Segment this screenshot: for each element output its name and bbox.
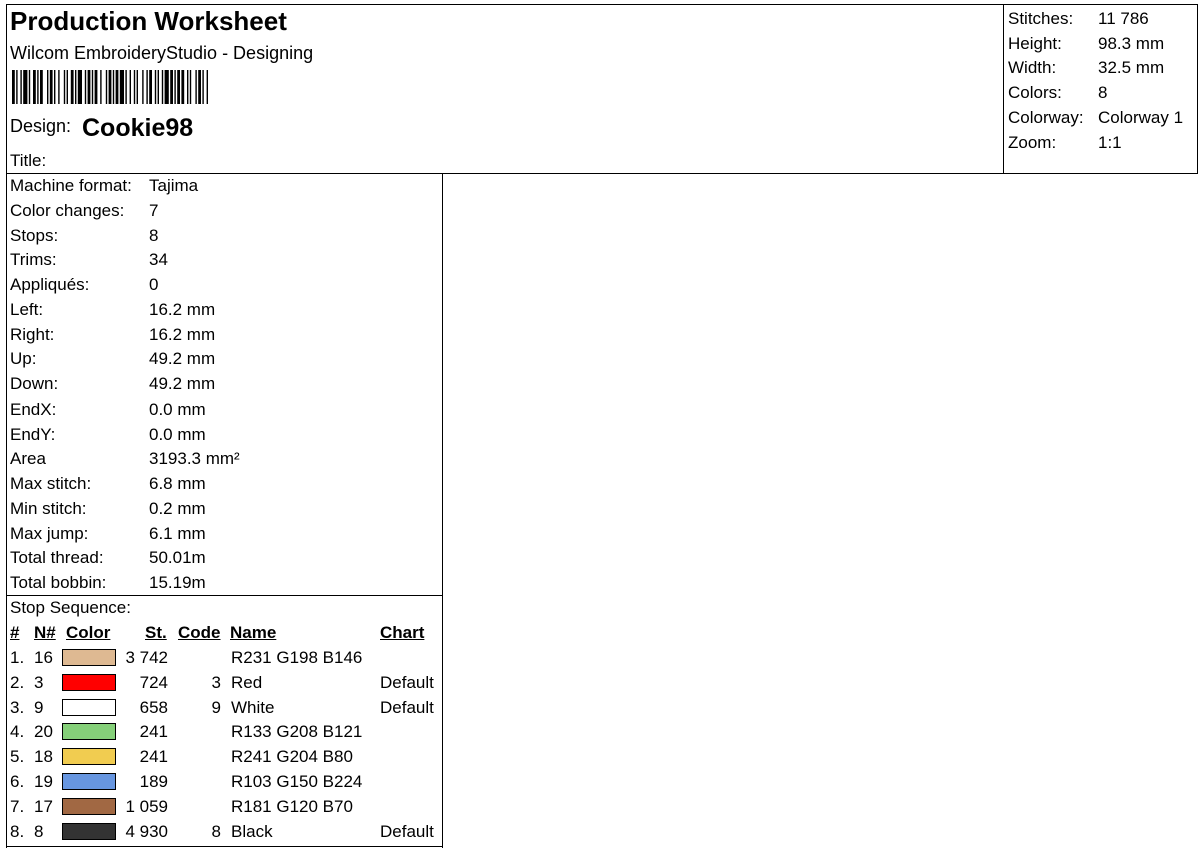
col-header-chart: Chart xyxy=(380,623,425,642)
barcode-bar xyxy=(207,70,208,104)
barcode-bar xyxy=(130,70,131,104)
design-name: Cookie98 xyxy=(82,114,194,142)
row-number: 3. xyxy=(10,697,25,717)
barcode-bar xyxy=(78,70,82,104)
row-stitches: 189 xyxy=(139,772,168,791)
barcode-bar xyxy=(58,70,59,104)
color-swatch xyxy=(62,823,116,840)
prop-value-machine-format: Tajima xyxy=(149,176,199,195)
color-swatch xyxy=(62,723,116,740)
prop-label-total-bobbin: Total bobbin: xyxy=(10,573,107,592)
row-stitches: 4 930 xyxy=(125,821,168,841)
prop-value-max-jump: 6.1 mm xyxy=(149,524,206,543)
col-header-number: # xyxy=(10,623,20,642)
outer-border-right xyxy=(1197,4,1198,174)
stat-value-zoom: 1:1 xyxy=(1098,133,1122,152)
prop-value-trims: 34 xyxy=(149,250,168,269)
barcode-bar xyxy=(113,70,114,104)
prop-label-total-thread: Total thread: xyxy=(10,548,104,567)
stop-sequence-label: Stop Sequence: xyxy=(10,598,131,617)
barcode-bar xyxy=(116,70,119,104)
prop-value-color-changes: 7 xyxy=(149,201,159,220)
prop-value-total-thread: 50.01m xyxy=(149,548,206,567)
row-code: 8 xyxy=(211,821,221,841)
stat-label-colorway: Colorway: xyxy=(1008,108,1084,127)
prop-value-endx: 0.0 mm xyxy=(149,400,206,419)
barcode-bar xyxy=(33,70,36,104)
prop-value-area: 3193.3 mm² xyxy=(149,449,240,468)
row-name: R103 G150 B224 xyxy=(231,772,363,791)
barcode-bar xyxy=(170,70,173,104)
row-needle: 8 xyxy=(34,821,44,841)
outer-border-top xyxy=(6,4,1198,5)
row-chart: Default xyxy=(380,821,434,841)
bottom-border xyxy=(6,846,443,847)
color-swatch xyxy=(62,748,116,765)
prop-label-appliques: Appliqués: xyxy=(10,275,90,294)
prop-value-max-stitch: 6.8 mm xyxy=(149,474,206,493)
stat-label-colors: Colors: xyxy=(1008,83,1062,102)
barcode-bar xyxy=(95,70,98,104)
barcode-bar xyxy=(125,70,126,104)
color-swatch xyxy=(62,798,116,815)
row-number: 6. xyxy=(10,772,25,791)
stat-value-colors: 8 xyxy=(1098,83,1108,102)
barcode-bar xyxy=(190,70,191,104)
barcode-bar xyxy=(37,70,38,104)
stat-label-stitches: Stitches: xyxy=(1008,9,1074,28)
barcode-bar xyxy=(137,70,138,104)
row-code: 9 xyxy=(211,697,221,717)
barcode-bar xyxy=(71,70,74,104)
row-chart: Default xyxy=(380,672,434,692)
barcode-bar xyxy=(106,70,107,104)
prop-value-stops: 8 xyxy=(149,226,159,245)
color-swatch xyxy=(62,773,116,790)
barcode-bar xyxy=(12,70,15,104)
prop-label-max-jump: Max jump: xyxy=(10,524,89,543)
prop-value-left: 16.2 mm xyxy=(149,300,216,319)
prop-value-down: 49.2 mm xyxy=(149,374,216,393)
barcode-bar xyxy=(88,70,91,104)
row-name: Black xyxy=(231,821,273,841)
barcode-bar xyxy=(40,70,43,104)
barcode-bar xyxy=(109,70,112,104)
row-stitches: 241 xyxy=(139,722,168,742)
prop-label-machine-format: Machine format: xyxy=(10,176,132,195)
row-stitches: 724 xyxy=(139,672,168,692)
app-subtitle: Wilcom EmbroideryStudio - Designing xyxy=(10,43,314,63)
row-number: 2. xyxy=(10,672,25,692)
col-header-needle: N# xyxy=(34,623,56,642)
barcode-bar xyxy=(195,70,196,104)
outer-border-left xyxy=(6,4,7,848)
row-name: R241 G204 B80 xyxy=(231,747,353,767)
title-label: Title: xyxy=(10,151,47,170)
barcode-image xyxy=(12,70,208,104)
prop-value-up: 49.2 mm xyxy=(149,349,216,368)
barcode-bar xyxy=(174,70,175,104)
row-stitches: 658 xyxy=(139,697,168,717)
page-title: Production Worksheet xyxy=(10,6,287,36)
col-header-stitches: St. xyxy=(145,623,167,642)
stat-label-width: Width: xyxy=(1008,58,1057,77)
row-stitches: 1 059 xyxy=(125,796,168,816)
stat-value-height: 98.3 mm xyxy=(1098,34,1165,53)
prop-label-right: Right: xyxy=(10,325,55,344)
barcode-bar xyxy=(20,70,21,104)
prop-label-endy: EndY: xyxy=(10,425,56,444)
row-chart: Default xyxy=(380,697,434,717)
prop-label-trims: Trims: xyxy=(10,250,57,269)
prop-label-min-stitch: Min stitch: xyxy=(10,499,87,518)
header-divider xyxy=(6,173,1198,174)
barcode-bar xyxy=(120,70,124,104)
barcode-bar xyxy=(162,70,163,104)
prop-label-left: Left: xyxy=(10,300,44,319)
row-stitches: 241 xyxy=(139,747,168,767)
prop-label-up: Up: xyxy=(10,349,37,368)
barcode-bar xyxy=(146,70,147,104)
row-needle: 16 xyxy=(34,648,53,667)
barcode-bar xyxy=(202,70,203,104)
barcode-bar xyxy=(75,70,76,104)
row-number: 4. xyxy=(10,722,25,742)
barcode-bar xyxy=(177,70,180,104)
barcode-bar xyxy=(23,70,27,104)
stat-label-zoom: Zoom: xyxy=(1008,133,1057,152)
barcode-bar xyxy=(100,70,101,104)
barcode-bar xyxy=(155,70,156,104)
barcode-bar xyxy=(16,70,17,104)
barcode-bar xyxy=(85,70,86,104)
properties-divider xyxy=(6,595,443,596)
row-needle: 17 xyxy=(34,796,53,816)
prop-label-endx: EndX: xyxy=(10,400,57,419)
col-header-color: Color xyxy=(66,623,111,642)
row-name: White xyxy=(231,697,275,717)
prop-value-endy: 0.0 mm xyxy=(149,425,206,444)
stat-value-stitches: 11 786 xyxy=(1098,9,1149,28)
barcode-bar xyxy=(165,70,169,104)
row-needle: 20 xyxy=(34,722,53,742)
row-needle: 19 xyxy=(34,772,53,791)
barcode-bar xyxy=(181,70,184,104)
stat-label-height: Height: xyxy=(1008,34,1062,53)
prop-label-color-changes: Color changes: xyxy=(10,201,125,220)
barcode-bar xyxy=(54,70,55,104)
row-number: 8. xyxy=(10,821,25,841)
prop-label-down: Down: xyxy=(10,374,59,393)
barcode-bar xyxy=(50,70,53,104)
col-header-code: Code xyxy=(178,623,221,642)
barcode-bar xyxy=(187,70,188,104)
color-swatch xyxy=(62,674,116,691)
barcode-bar xyxy=(47,70,48,104)
left-panel-right-border xyxy=(442,173,443,848)
prop-value-right: 16.2 mm xyxy=(149,325,216,344)
color-swatch xyxy=(62,649,116,666)
row-needle: 9 xyxy=(34,697,44,717)
barcode-bar xyxy=(158,70,159,104)
row-number: 5. xyxy=(10,747,25,767)
prop-label-area: Area xyxy=(10,449,46,468)
barcode-bar xyxy=(198,70,201,104)
barcode-bar xyxy=(67,70,68,104)
prop-value-total-bobbin: 15.19m xyxy=(149,573,206,592)
row-needle: 3 xyxy=(34,672,44,692)
row-name: R133 G208 B121 xyxy=(231,722,363,742)
barcode-bar xyxy=(134,70,135,104)
barcode-bar xyxy=(64,70,65,104)
color-swatch xyxy=(62,699,116,716)
prop-label-max-stitch: Max stitch: xyxy=(10,474,92,493)
barcode-bar xyxy=(149,70,152,104)
row-name: R231 G198 B146 xyxy=(231,648,363,667)
prop-value-appliques: 0 xyxy=(149,275,159,294)
row-stitches: 3 742 xyxy=(125,648,168,667)
stat-value-width: 32.5 mm xyxy=(1098,58,1165,77)
barcode-bar xyxy=(142,70,143,104)
stat-value-colorway: Colorway 1 xyxy=(1098,108,1184,127)
prop-label-stops: Stops: xyxy=(10,226,59,245)
prop-value-min-stitch: 0.2 mm xyxy=(149,499,206,518)
row-needle: 18 xyxy=(34,747,53,767)
row-number: 1. xyxy=(10,648,25,667)
row-name: R181 G120 B70 xyxy=(231,796,353,816)
col-header-name: Name xyxy=(230,623,277,642)
design-label: Design: xyxy=(10,116,72,136)
barcode-bar xyxy=(92,70,93,104)
stats-box-divider xyxy=(1003,4,1004,174)
row-number: 7. xyxy=(10,796,25,816)
row-name: Red xyxy=(231,672,263,692)
row-code: 3 xyxy=(211,672,221,692)
barcode-bar xyxy=(29,70,30,104)
